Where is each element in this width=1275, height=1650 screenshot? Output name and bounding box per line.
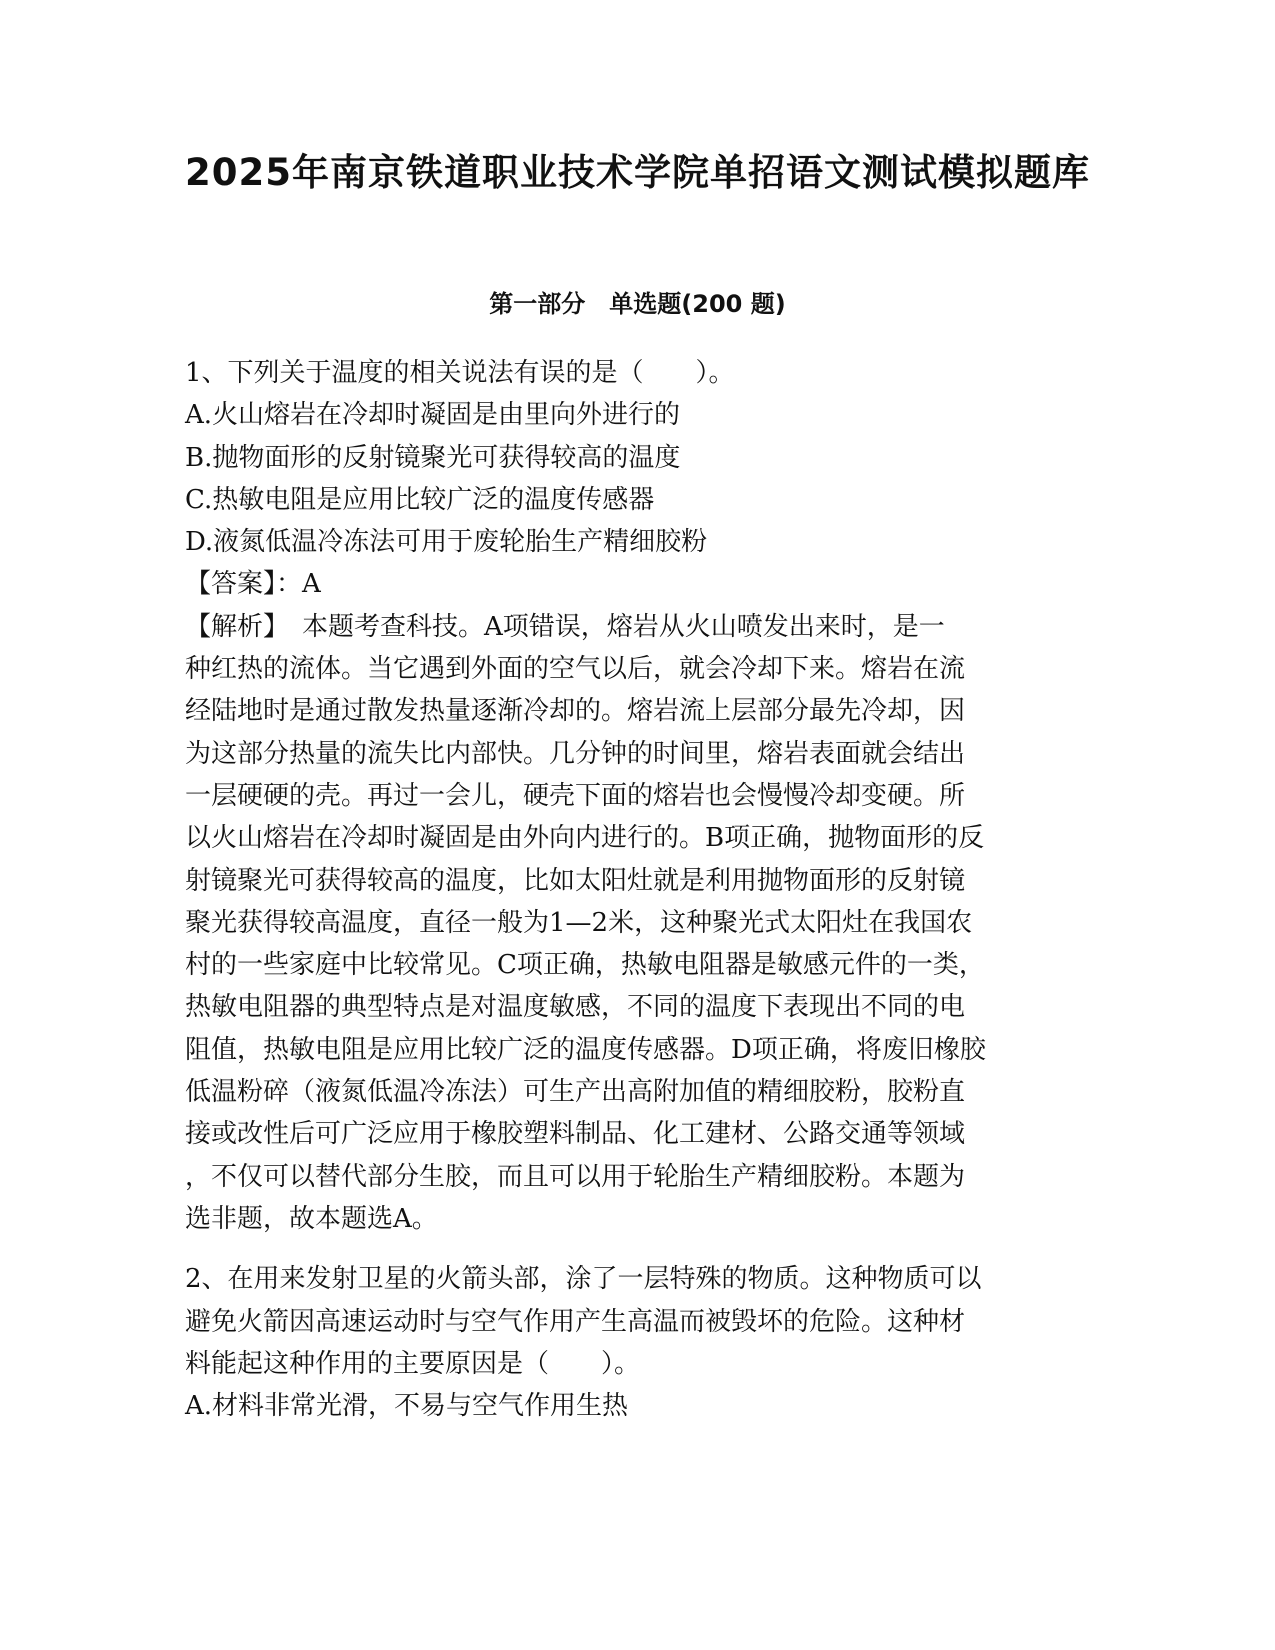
analysis-line: 聚光获得较高温度，直径一般为1—2米，这种聚光式太阳灶在我国农 (185, 907, 973, 938)
question-stem: 1、下列关于温度的相关说法有误的是（ ）。 (185, 358, 735, 388)
question-list (185, 352, 1085, 1427)
answer: 【答案】：A (185, 569, 321, 600)
analysis-line: 选非题，故本题选A。 (185, 1203, 438, 1234)
document-title: 2025年南京铁道职业技术学院单招语文测试模拟题库 (185, 151, 1090, 194)
analysis (185, 606, 1085, 1240)
question-stem: 避免火箭因高速运动时与空气作用产生高温而被毁坏的危险。这种材 (185, 1306, 966, 1337)
analysis-line: 阻值，热敏电阻是应用比较广泛的温度传感器。D项正确，将废旧橡胶 (185, 1034, 986, 1065)
analysis-line: 射镜聚光可获得较高的温度，比如太阳灶就是利用抛物面形的反射镜 (185, 865, 966, 896)
question-spacer (185, 1240, 1085, 1258)
question-1 (185, 352, 1085, 1240)
analysis-line: 接或改性后可广泛应用于橡胶塑料制品、化工建材、公路交通等领域 (185, 1119, 966, 1150)
analysis-line: 种红热的流体。当它遇到外面的空气以后，就会冷却下来。熔岩在流 (185, 654, 966, 685)
analysis-line: 低温粉碎（液氮低温冷冻法）可生产出高附加值的精细胶粉，胶粉直 (185, 1077, 966, 1108)
analysis-line: ，不仅可以替代部分生胶，而且可以用于轮胎生产精细胶粉。本题为 (185, 1161, 966, 1192)
question-stem: 料能起这种作用的主要原因是（ ）。 (185, 1348, 641, 1379)
analysis-line: 经陆地时是通过散发热量逐渐冷却的。熔岩流上层部分最先冷却，因 (185, 696, 966, 727)
option-c: C.热敏电阻是应用比较广泛的温度传感器 (185, 484, 655, 515)
analysis-line: 以火山熔岩在冷却时凝固是由外向内进行的。B项正确，抛物面形的反 (185, 823, 985, 854)
option-a: A.材料非常光滑，不易与空气作用生热 (185, 1391, 629, 1422)
analysis-line: 【解析】 本题考查科技。A项错误，熔岩从火山喷发出来时，是一 (185, 611, 945, 642)
analysis-line: 为这部分热量的流失比内部快。几分钟的时间里，熔岩表面就会结出 (185, 738, 966, 769)
option-b: B.抛物面形的反射镜聚光可获得较高的温度 (185, 442, 681, 473)
analysis-line: 热敏电阻器的典型特点是对温度敏感，不同的温度下表现出不同的电 (185, 992, 966, 1023)
section-heading: 第一部分 单选题(200 题) (489, 290, 786, 318)
option-d: D.液氮低温冷冻法可用于废轮胎生产精细胶粉 (185, 527, 708, 558)
analysis-line: 一层硬硬的壳。再过一会儿，硬壳下面的熔岩也会慢慢冷却变硬。所 (185, 780, 966, 811)
question-stem: 2、在用来发射卫星的火箭头部，涂了一层特殊的物质。这种物质可以 (185, 1264, 982, 1295)
question-2 (185, 1258, 1085, 1427)
analysis-line: 村的一些家庭中比较常见。C项正确，热敏电阻器是敏感元件的一类， (185, 950, 985, 981)
option-a: A.火山熔岩在冷却时凝固是由里向外进行的 (185, 400, 681, 431)
